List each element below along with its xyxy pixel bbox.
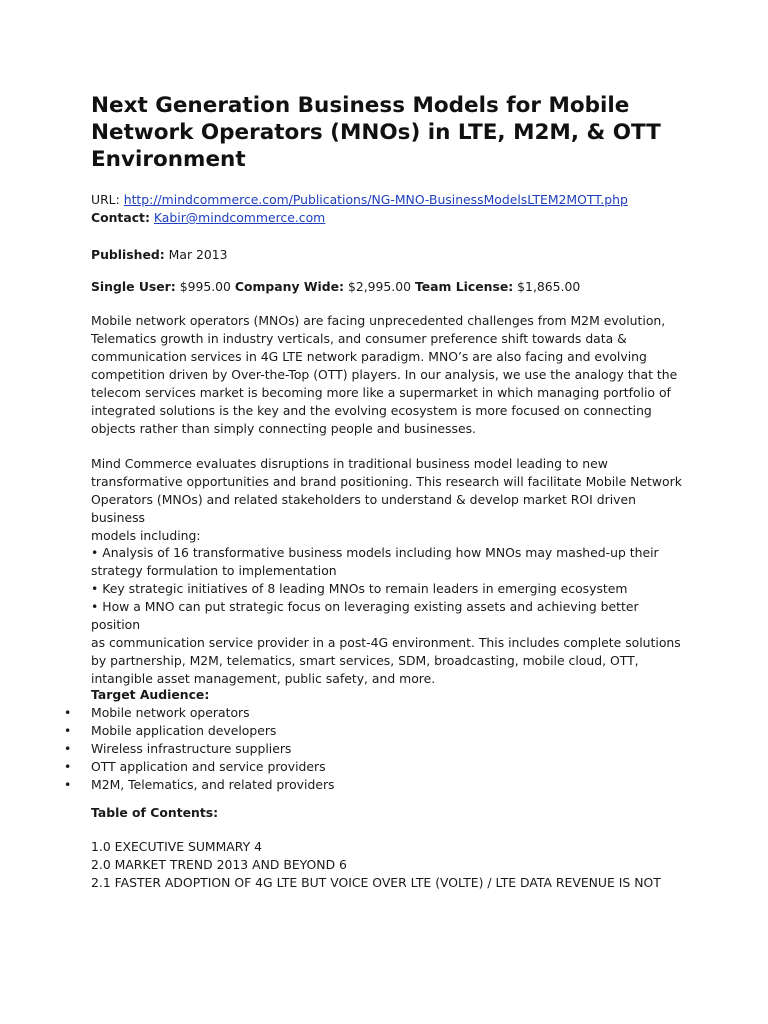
paragraph-line: Operators (MNOs) and related stakeholders to understand & develop market ROI driven business — [91, 492, 636, 525]
single-user-price: $995.00 — [179, 279, 231, 294]
url-line — [91, 191, 731, 209]
list-item — [0, 758, 335, 776]
toc-item: 2.0 MARKET TREND 2013 AND BEYOND 6 — [91, 857, 347, 872]
contact-label: Contact: — [91, 210, 150, 225]
document-title: Next Generation Business Models for Mobile Network Operators (MNOs) in LTE, M2M, & OTT Environment — [91, 93, 661, 172]
bullet-icon: • — [64, 777, 72, 792]
target-audience-list — [0, 704, 335, 794]
paragraph-line: communication services in 4G LTE network paradigm. MNO’s are also facing and evolving — [91, 349, 647, 364]
toc-heading: Table of Contents: — [91, 805, 219, 820]
list-item — [0, 704, 335, 722]
paragraph-line: objects rather than simply connecting people and businesses. — [91, 421, 476, 436]
bullet-icon: • — [64, 741, 72, 756]
published-label: Published: — [91, 247, 165, 262]
toc-item: 2.1 FASTER ADOPTION OF 4G LTE BUT VOICE OVER LTE (VOLTE) / LTE DATA REVENUE IS NOT — [91, 875, 661, 890]
paragraph-line: Mind Commerce evaluates disruptions in traditional business model leading to new — [91, 456, 608, 471]
single-user-label: Single User: — [91, 279, 176, 294]
published-value: Mar 2013 — [168, 247, 228, 262]
contact-line — [91, 209, 731, 227]
pricing-line — [91, 278, 731, 296]
paragraph-line: models including: — [91, 528, 201, 543]
toc-list — [91, 838, 711, 892]
contact-email-link[interactable]: Kabir@mindcommerce.com — [153, 210, 326, 225]
paragraph-line: Telematics growth in industry verticals, and consumer preference shift towards data & — [91, 331, 627, 346]
list-item — [0, 740, 335, 758]
list-item-label: Mobile application developers — [91, 723, 277, 738]
paragraph-line: intangible asset management, public safety, and more. — [91, 671, 436, 686]
paragraph-line: as communication service provider in a post-4G environment. This includes complete solutions — [91, 635, 681, 650]
paragraph-line: transformative opportunities and brand positioning. This research will facilitate Mobile Network — [91, 474, 682, 489]
paragraph-line: competition driven by Over-the-Top (OTT) players. In our analysis, we use the analogy that the — [91, 367, 678, 382]
paragraph-line: telecom services market is becoming more like a supermarket in which managing portfolio of — [91, 385, 671, 400]
list-item-label: OTT application and service providers — [91, 759, 326, 774]
team-license-label: Team License: — [414, 279, 514, 294]
highlights-paragraph — [91, 544, 691, 688]
paragraph-line: by partnership, M2M, telematics, smart services, SDM, broadcasting, mobile cloud, OTT, — [91, 653, 639, 668]
url-label: URL: — [91, 192, 120, 207]
toc-item: 1.0 EXECUTIVE SUMMARY 4 — [91, 839, 262, 854]
company-wide-price: $2,995.00 — [347, 279, 412, 294]
list-item-label: M2M, Telematics, and related providers — [91, 777, 335, 792]
list-item-label: Wireless infrastructure suppliers — [91, 741, 292, 756]
evaluation-paragraph — [91, 455, 691, 545]
company-wide-label: Company Wide: — [234, 279, 344, 294]
bullet-icon: • — [64, 723, 72, 738]
intro-paragraph — [91, 312, 691, 438]
paragraph-line: • Key strategic initiatives of 8 leading MNOs to remain leaders in emerging ecosystem — [91, 581, 628, 596]
paragraph-line: integrated solutions is the key and the evolving ecosystem is more focused on connecting — [91, 403, 652, 418]
url-link[interactable]: http://mindcommerce.com/Publications/NG-MNO-BusinessModelsLTEM2MOTT.php — [123, 192, 628, 207]
team-license-price: $1,865.00 — [517, 279, 581, 294]
target-audience-heading: Target Audience: — [91, 687, 210, 702]
paragraph-line: strategy formulation to implementation — [91, 563, 337, 578]
published-line — [91, 246, 731, 264]
list-item — [0, 776, 335, 794]
list-item — [0, 722, 335, 740]
paragraph-line: • How a MNO can put strategic focus on leveraging existing assets and achieving better position — [91, 599, 639, 632]
bullet-icon: • — [64, 759, 72, 774]
paragraph-line: Mobile network operators (MNOs) are facing unprecedented challenges from M2M evolution, — [91, 313, 666, 328]
paragraph-line: • Analysis of 16 transformative business models including how MNOs may mashed-up their — [91, 545, 659, 560]
bullet-icon: • — [64, 705, 72, 720]
list-item-label: Mobile network operators — [91, 705, 250, 720]
